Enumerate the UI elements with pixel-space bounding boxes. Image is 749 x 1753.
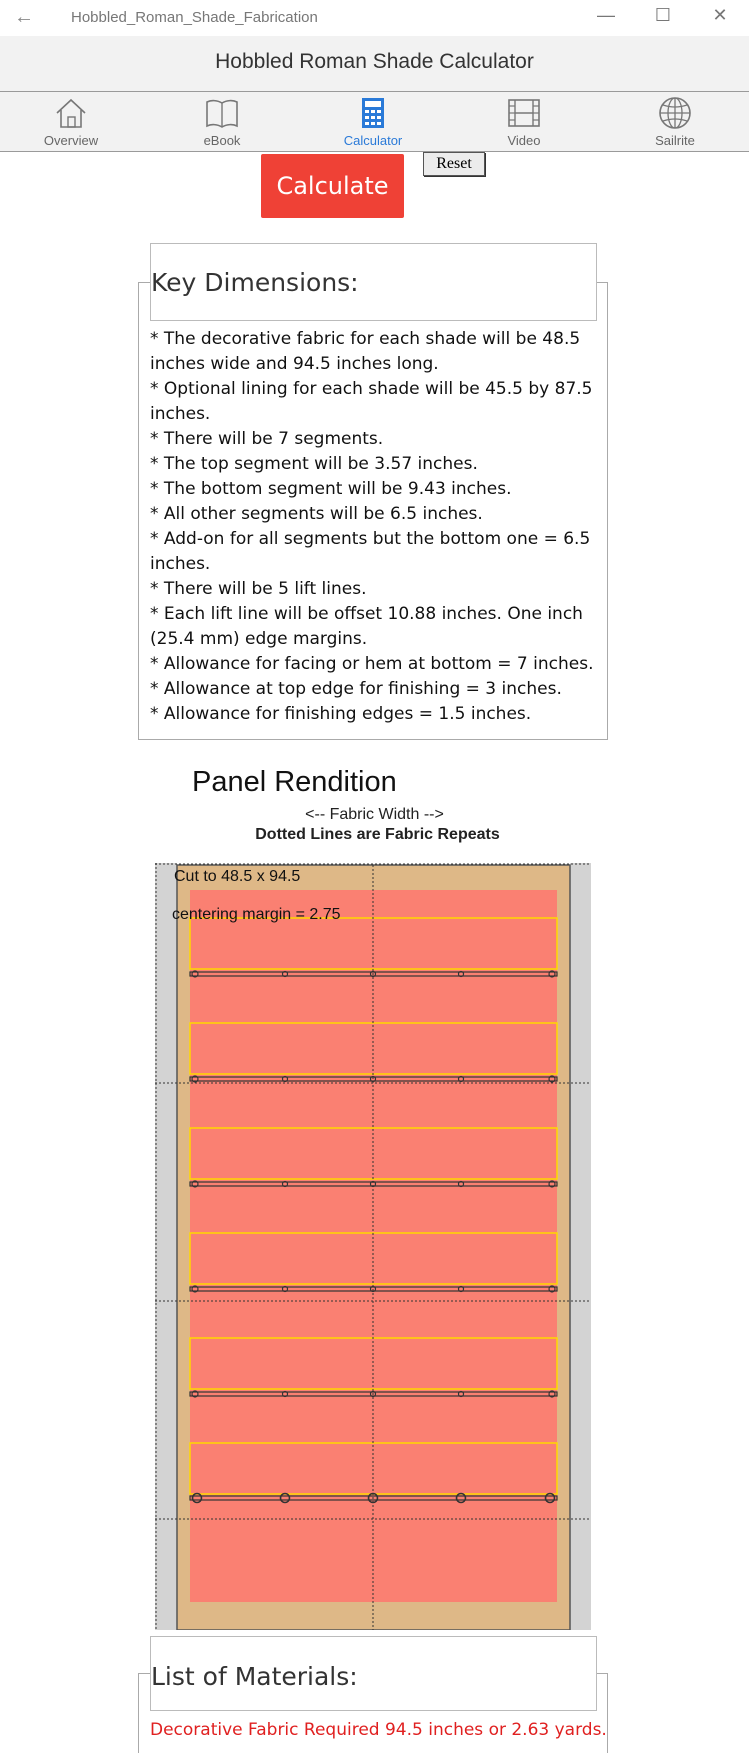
close-icon[interactable]: ✕	[712, 5, 728, 25]
list-item: * Allowance for finishing edges = 1.5 inches.	[150, 704, 532, 724]
nav-bar	[0, 92, 749, 152]
tab-calculator-label: Calculator	[343, 133, 403, 148]
list-item: * Allowance for facing or hem at bottom = 7 inches.	[150, 654, 594, 674]
tab-ebook[interactable]	[147, 92, 297, 152]
calculate-button[interactable]: Calculate	[261, 154, 404, 218]
page-title: Hobbled Roman Shade Calculator	[215, 50, 534, 73]
tab-overview[interactable]	[0, 92, 146, 152]
list-item: * The bottom segment will be 9.43 inches.	[150, 479, 512, 499]
tab-sailrite-label: Sailrite	[655, 133, 695, 148]
tab-ebook-label: eBook	[203, 133, 241, 148]
back-arrow-icon[interactable]: ←	[14, 6, 34, 28]
list-item: * Optional lining for each shade will be 45.5 by 87.5 inches.	[150, 379, 593, 424]
left-side-strip	[155, 863, 177, 1630]
tab-video[interactable]	[449, 92, 599, 152]
right-side-strip	[570, 863, 591, 1630]
key-dimensions-list	[150, 327, 595, 727]
window-titlebar	[0, 0, 749, 36]
panel-rendition-diagram	[155, 863, 591, 1630]
key-dimensions-title: Key Dimensions:	[151, 268, 359, 297]
globe-icon	[657, 95, 693, 131]
minimize-icon[interactable]: —	[597, 5, 615, 25]
tab-overview-label: Overview	[43, 133, 99, 148]
reset-button[interactable]: Reset	[423, 152, 485, 176]
list-item: * Each lift line will be offset 10.88 inches. One inch (25.4 mm) edge margins.	[150, 604, 583, 649]
cut-size-label: Cut to 48.5 x 94.5	[174, 868, 301, 885]
fabric-width-label: <-- Fabric Width -->	[305, 806, 444, 823]
list-item: * All other segments will be 6.5 inches.	[150, 504, 483, 524]
list-item: * There will be 5 lift lines.	[150, 579, 367, 599]
calculator-icon	[355, 95, 391, 131]
list-item: * Allowance at top edge for finishing = 3 inches.	[150, 679, 562, 699]
window-title: Hobbled_Roman_Shade_Fabrication	[71, 9, 318, 26]
panel-rendition-title: Panel Rendition	[192, 766, 397, 798]
list-item: * Add-on for all segments but the bottom one = 6.5 inches.	[150, 529, 591, 574]
tab-sailrite[interactable]	[600, 92, 749, 152]
tab-calculator[interactable]	[298, 92, 448, 152]
app-header	[0, 36, 749, 92]
film-icon	[506, 95, 542, 131]
book-icon	[204, 95, 240, 131]
materials-title: List of Materials:	[151, 1662, 358, 1691]
list-item: * The top segment will be 3.57 inches.	[150, 454, 478, 474]
materials-item: Decorative Fabric Required 94.5 inches or 2.63 yards.	[150, 1720, 607, 1740]
home-icon	[53, 95, 89, 131]
maximize-icon[interactable]: ☐	[654, 5, 672, 25]
list-item: * The decorative fabric for each shade will be 48.5 inches wide and 94.5 inches long.	[150, 329, 581, 374]
fabric-repeats-note: Dotted Lines are Fabric Repeats	[255, 826, 500, 843]
list-item: * There will be 7 segments.	[150, 429, 384, 449]
tab-video-label: Video	[507, 133, 541, 148]
centering-margin-label: centering margin = 2.75	[172, 906, 341, 923]
